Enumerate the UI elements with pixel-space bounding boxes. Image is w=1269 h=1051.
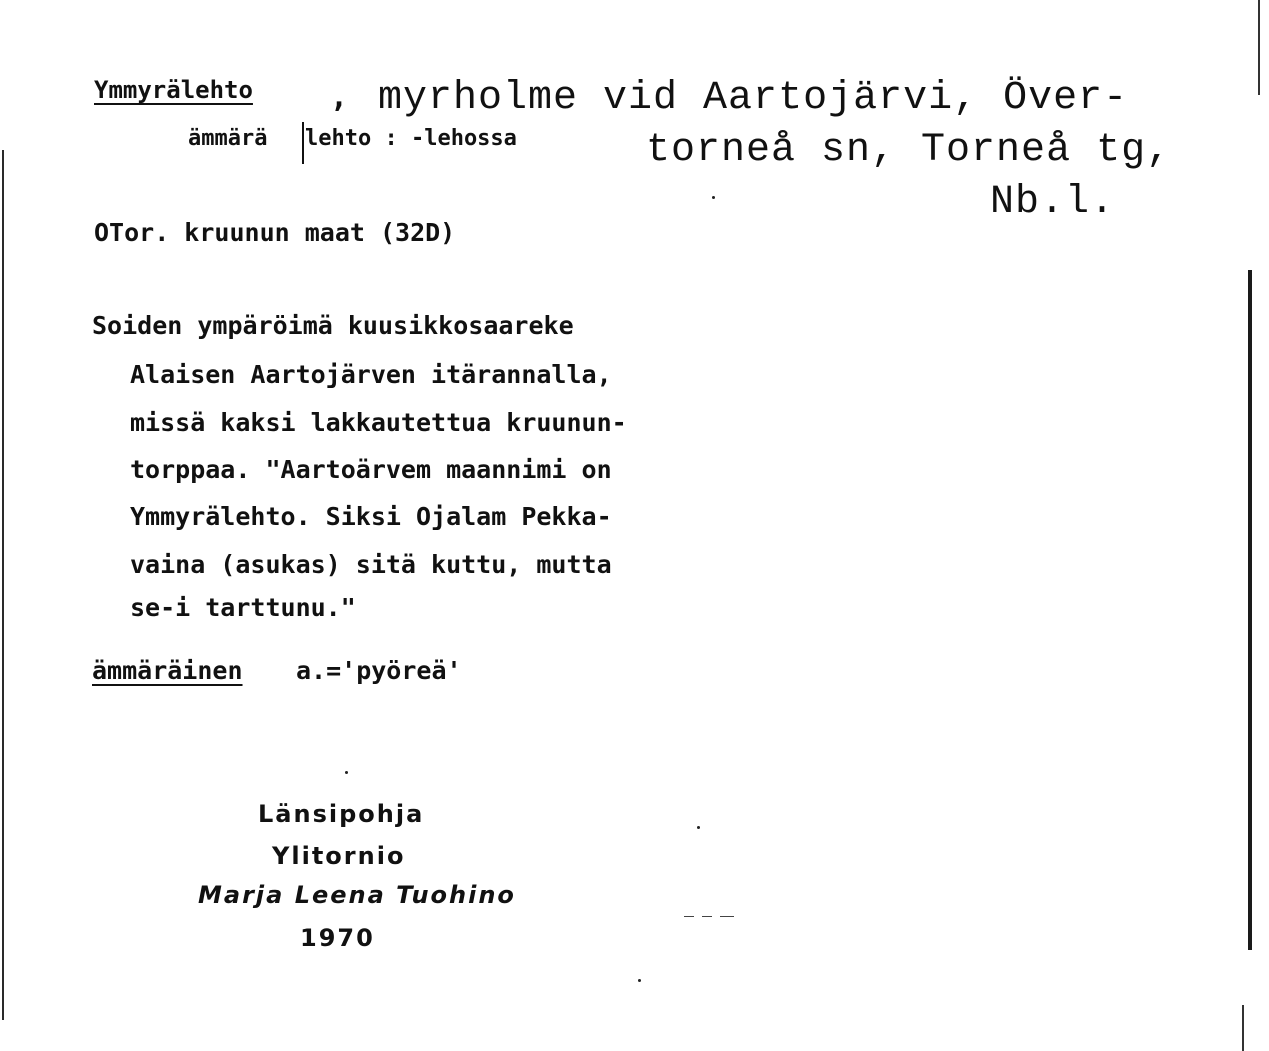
etymology-word: ämmäräinen	[92, 656, 243, 685]
scan-edge-right-bottom	[1242, 1005, 1244, 1051]
scan-edge-right-top	[1258, 0, 1260, 95]
body-line-6: vaina (asukas) sitä kuttu, mutta	[130, 550, 612, 579]
stamp-region: Länsipohja	[258, 800, 425, 828]
scan-edge-left	[2, 150, 4, 1020]
speck	[638, 979, 641, 982]
body-line-5: Ymmyrälehto. Siksi Ojalam Pekka-	[130, 502, 612, 531]
headword-separator: ,	[330, 80, 349, 115]
variant-prefix: ämmärä	[188, 126, 268, 151]
speck	[702, 916, 712, 917]
body-line-3: missä kaksi lakkautettua kruunun-	[130, 408, 627, 437]
stamp-collector: Marja Leena Tuohino	[198, 881, 516, 909]
headword: Ymmyrälehto	[94, 76, 253, 104]
speck	[720, 916, 734, 917]
etymology-definition: a.='pyöreä'	[296, 656, 462, 685]
scan-edge-right	[1248, 270, 1252, 950]
body-line-2: Alaisen Aartojärven itärannalla,	[130, 360, 612, 389]
speck	[684, 916, 694, 917]
description-line-2: torneå sn, Torneå tg,	[646, 128, 1172, 173]
variant-forms: lehto : -lehossa	[305, 126, 517, 151]
speck	[712, 196, 715, 199]
body-line-1: Soiden ympäröimä kuusikkosaareke	[92, 311, 574, 340]
description-line-3: Nb.l.	[990, 180, 1116, 225]
speck	[345, 771, 348, 774]
body-line-4: torppaa. "Aartoärvem maannimi on	[130, 455, 612, 484]
insertion-mark	[302, 122, 304, 164]
description-line-1: myrholme vid Aartojärvi, Över-	[378, 76, 1129, 121]
source-reference: OTor. kruunun maat (32D)	[94, 218, 456, 247]
stamp-parish: Ylitornio	[272, 842, 406, 870]
body-line-7: se-i tarttunu."	[130, 593, 356, 622]
stamp-year: 1970	[300, 924, 375, 952]
speck	[697, 826, 700, 829]
